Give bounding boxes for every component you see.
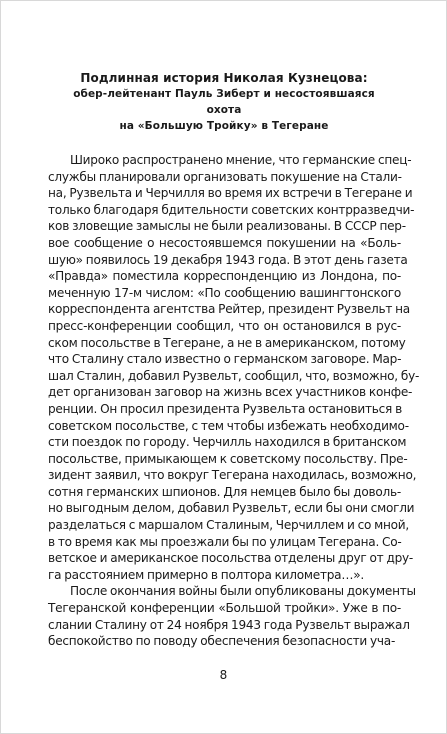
text-line: корреспондента агентства Рейтер, президент Рузвельт на: [48, 302, 410, 317]
text-line: «Правда» поместила корреспонденцию из Лондона, по-: [48, 269, 401, 284]
text-line: ском посольстве в Тегеране, а не в американском, потому: [48, 335, 406, 350]
heading-line-2: обер-лейтенант Пауль Зиберт и несостоявшаяся охота: [73, 88, 375, 116]
text-line: меченную 17-м числом: «По сообщению вашингтонского: [48, 285, 401, 300]
text-line: После окончания войны были опубликованы документы: [70, 584, 416, 599]
paragraph-2: [48, 583, 416, 649]
text-line: сотня германских шпионов. Для немцев было бы доволь-: [48, 484, 401, 499]
text-line: шал Сталин, добавил Рузвельт, сообщил, что, возможно, бу-: [48, 368, 420, 383]
heading-line-3: на «Большую Тройку» в Тегеране: [119, 120, 329, 132]
text-line: Широко распространено мнение, что германские спец-: [70, 153, 412, 167]
text-line: беспокойство по поводу обеспечения безопасности уча-: [48, 634, 396, 649]
text-line: сти поездок по городу. Черчилль находился в британском: [48, 435, 407, 450]
text-line: зидент заявил, что вокруг Тегерана находилась, возможно,: [48, 468, 417, 483]
text-line: га расстоянием примерно в полтора километра…».: [48, 567, 364, 582]
text-line: вое сообщение о несостоявшемся покушении на «Боль-: [48, 235, 401, 250]
text-line: шую» появилось 19 декабря 1943 года. В этот день газета: [48, 252, 408, 267]
text-line: только благодаря бдительности советских контрразведчи-: [48, 202, 415, 217]
text-line: ков зловещие замыслы не были реализованы. В СССР пер-: [48, 219, 406, 234]
text-line: что Сталину стало известно о германском заговоре. Мар-: [48, 352, 402, 367]
text-line: но выгодным делом, добавил Рузвельт, если бы они смогли: [48, 501, 415, 516]
text-line: слании Сталину от 24 ноября 1943 года Рузвельт выражал: [48, 617, 410, 632]
text-line: ветское и американское посольства отделены друг от дру-: [48, 551, 414, 566]
heading-line-1: Подлинная история Николая Кузнецова:: [80, 71, 368, 85]
text-line: разделаться с маршалом Сталиным, Черчиллем и со мной,: [48, 518, 409, 533]
text-line: пресс-конференции сообщил, что он остановился в рус-: [48, 318, 401, 333]
text-line: ренции. Он просил президента Рузвельта остановиться в: [48, 401, 402, 416]
text-line: в то время как мы проезжали бы по улицам Тегерана. Со-: [48, 534, 402, 549]
text-line: службы планировали организовать покушение на Стали-: [48, 169, 402, 184]
text-line: Тегеранской конференции «Большой тройки». Уже в по-: [48, 601, 401, 616]
page-number: 8: [219, 668, 228, 682]
text-line: дет организован заговор на жизнь всех участников конфе-: [48, 385, 413, 400]
text-line: на, Рузвельта и Черчилля во время их встречи в Тегеране и: [48, 186, 413, 201]
chapter-heading: [58, 70, 390, 134]
text-line: советском посольстве, с тем чтобы избежать необходимо-: [48, 418, 409, 433]
body-text: [48, 152, 420, 650]
text-line: посольстве, примыкающем к советскому посольству. Пре-: [48, 451, 408, 466]
paragraph-1: [48, 152, 420, 583]
